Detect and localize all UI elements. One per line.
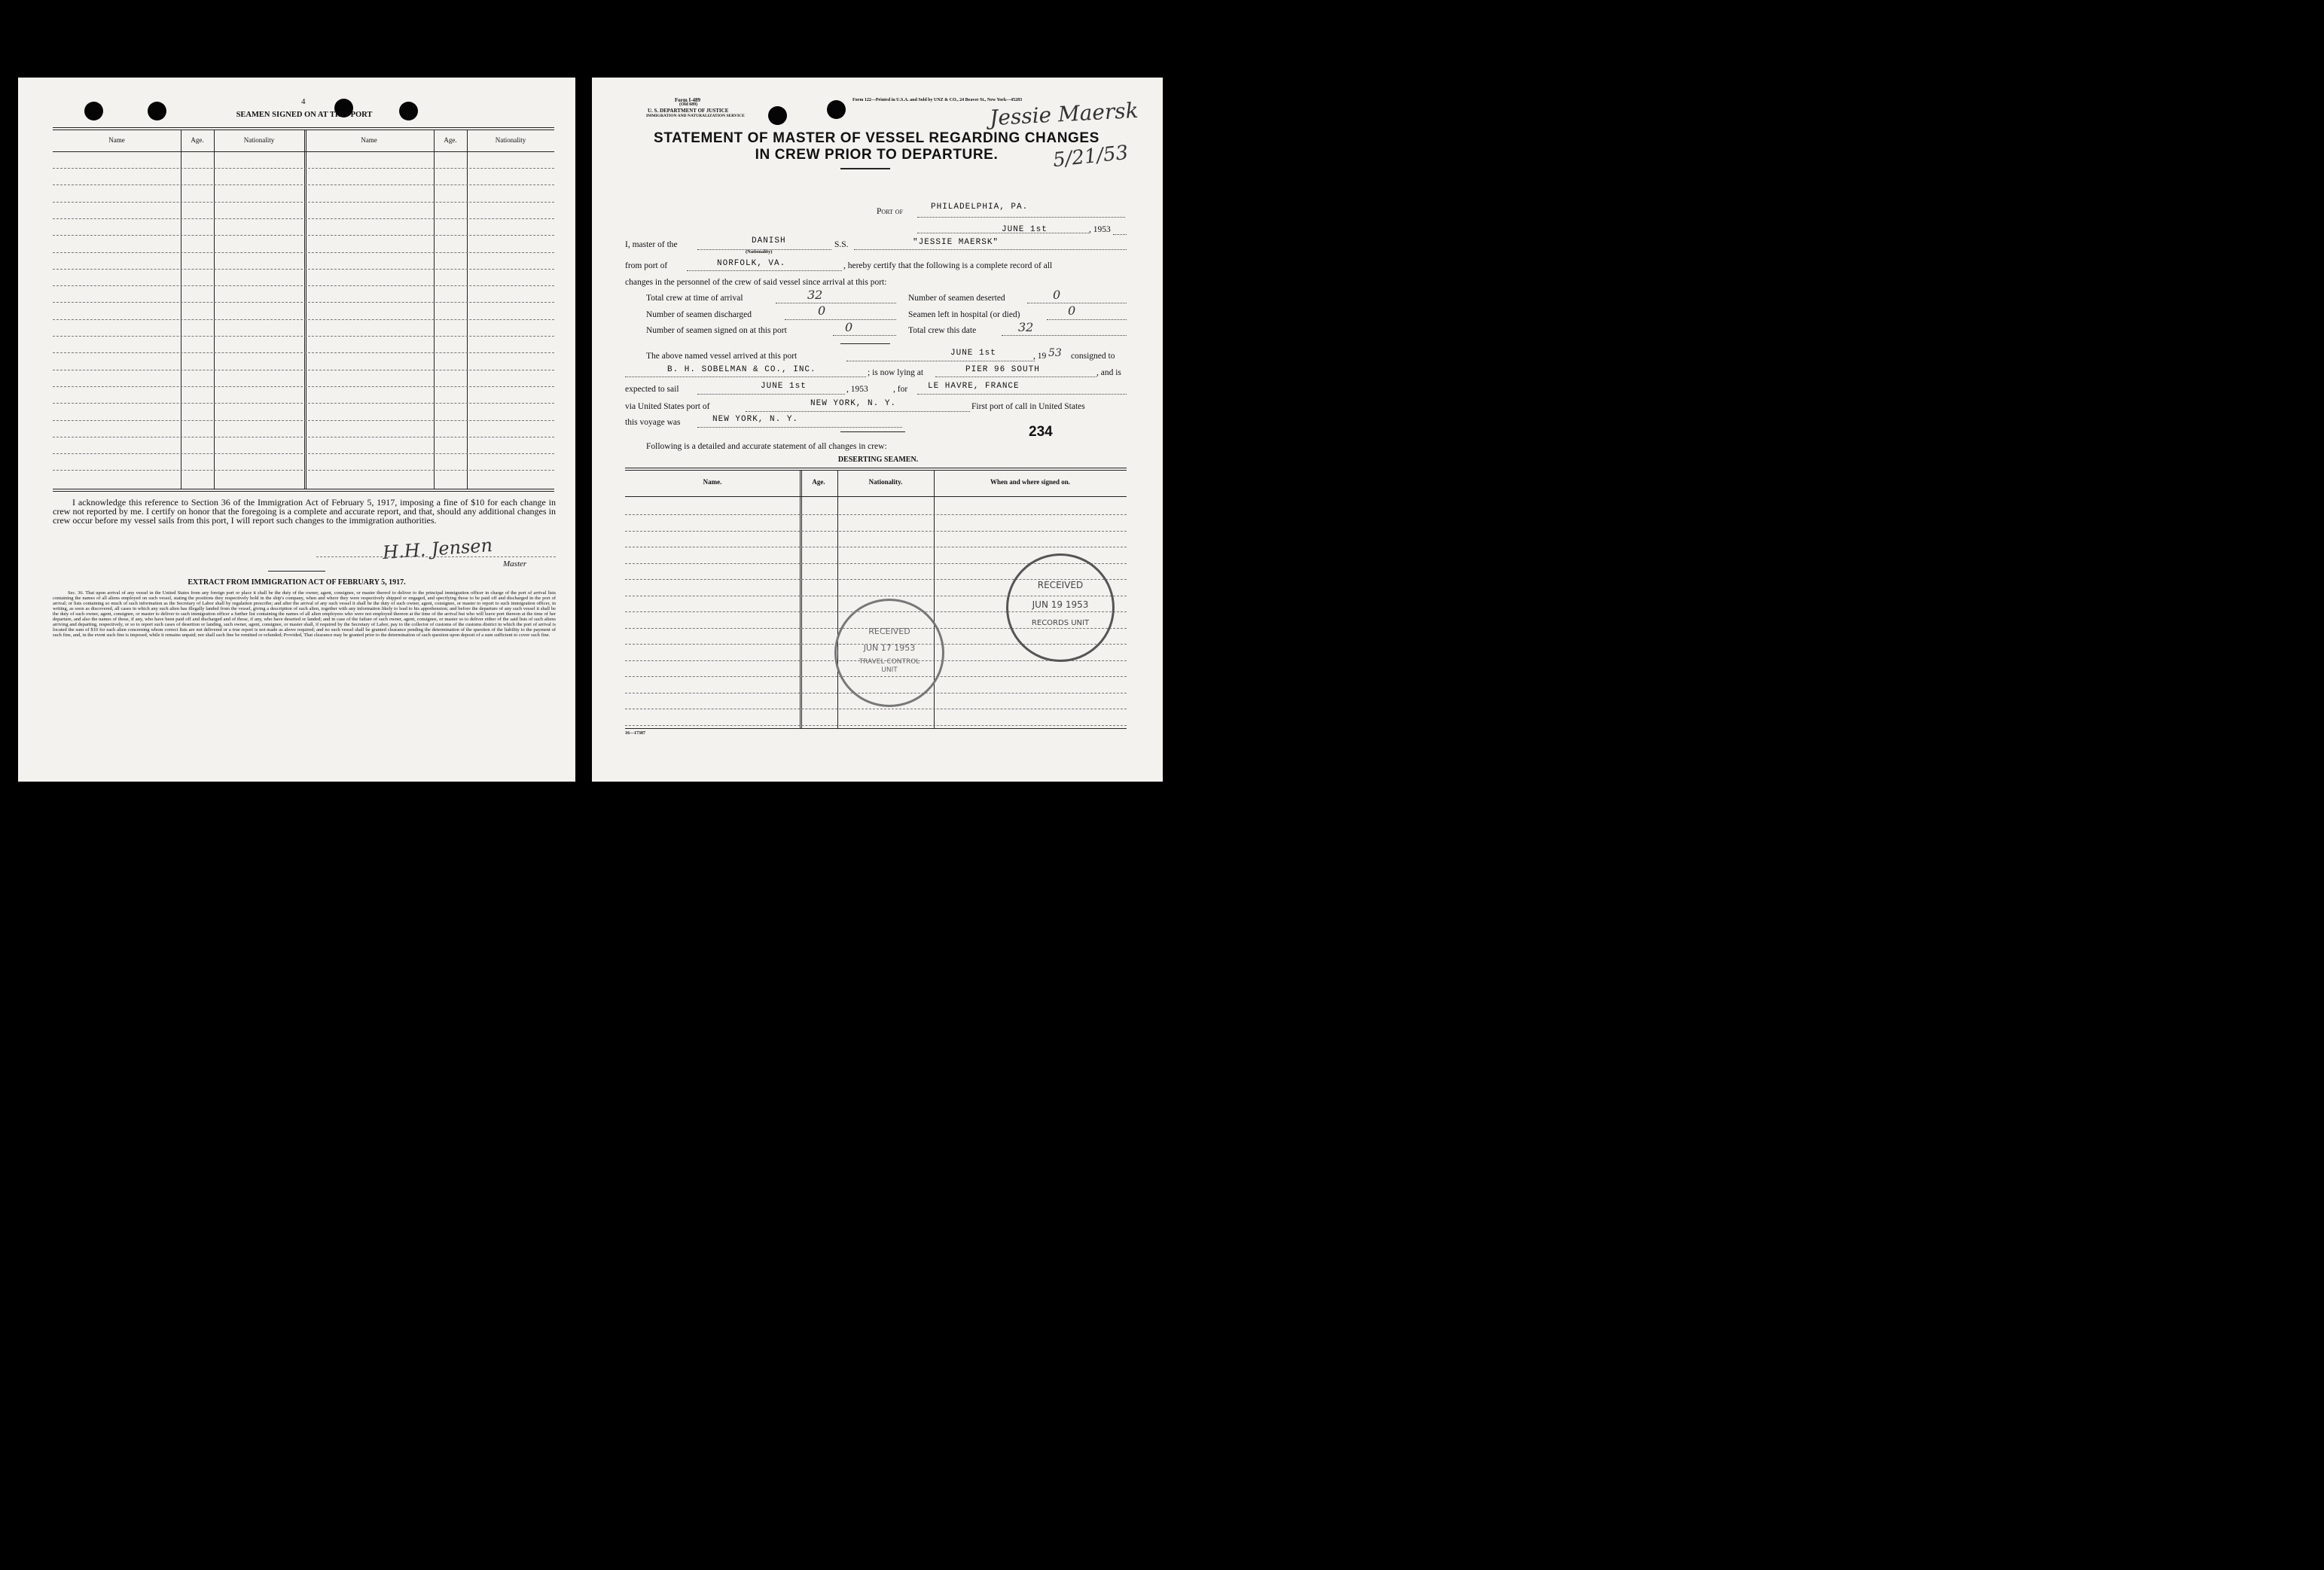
consigned-label: consigned to [1071, 352, 1115, 361]
blank-row [625, 514, 1127, 515]
first-port-label: First port of call in United States [971, 402, 1085, 411]
master-signature: H.H. Jensen [382, 534, 493, 564]
printer-note: Form 122—Printed in U.S.A. and Sold by UNZ & CO., 24 Beaver St., New York—45283 [852, 98, 1023, 102]
blank-row [53, 319, 554, 320]
certify-text: , hereby certify that the following is a complete record of all [843, 261, 1053, 270]
discharged-label: Number of seamen discharged [646, 310, 752, 319]
stamp-received: RECEIVED [1037, 580, 1084, 590]
ss-label: S.S. [834, 240, 849, 249]
arrived-date: JUNE 1st [950, 349, 996, 358]
arrived-label: The above named vessel arrived at this port [646, 352, 798, 361]
deserting-title: DESERTING SEAMEN. [837, 456, 919, 464]
blank-row [53, 252, 554, 253]
page-number: 4 [301, 97, 306, 106]
sail-year: , 1953 [846, 385, 868, 394]
blank-row [53, 285, 554, 286]
blank-row [53, 386, 554, 387]
blank-row [53, 168, 554, 169]
handwritten-vessel-name: Jessie Maersk [989, 97, 1139, 131]
section-36-text: Sec. 36. That upon arrival of any vessel in the United States from any foreign port or place it shall be the duty of the owner, agent, consignee, or master thereof to deliver to the principal immigration officer in charge of the port of arrival lists containing the names of all aliens employed on such vessel, stating the positions they respectively hold in the ship's company, when and where they were respectively shipped or engaged, and specifying those to be paid off and discharged in the port of arrival; or lists containing so much of such information as the Secretary of Labor shall by regulation prescribe; and after the arrival of any such vessel it shall be the duty of such owner, agent, consignee, or master to report to such immigration officer, in writing, as soon as discovered, all cases in which any such alien has illegally landed from the vessel, giving a description of such alien, together with any information likely to lead to his apprehension; and before the departure of any such vessel it shall be the duty of such owner, agent, consignee, or master to deliver to such immigration officer a further list containing the names of all alien employees who were not employed thereon at the time of the arrival but who will leave port thereon at the time of her departure, and also the names of those, if any, who have been paid off and discharged and of those, if any, who have deserted or landed; and in case of the failure of such owner, agent, consignee, or master so to deliver either of the said lists of such aliens arriving and departing, respectively, or so to report such cases of desertion or landing, such owner, agent, consignee, or master shall, if required by the Secretary of Labor, pay to the collector of customs of the customs district in which the port of arrival is located the sum of $10 for each alien concerning whom correct lists are not delivered or a true report is not made as above required; and no such vessel shall be granted clearance pending the determination of the question of the liability to the payment of such fine, and, in the event such fine is imposed, while it remains unpaid; nor shall such fine be remitted or refunded; Provided, That clearance may be granted prior to the determination of such question upon deposit of a sum sufficient to cover such fine. [53, 590, 556, 638]
extract-title: EXTRACT FROM IMMIGRATION ACT OF FEBRUARY 5, 1917. [188, 578, 406, 587]
punch-hole [84, 102, 103, 120]
form-old-number: (Old 689) [679, 102, 698, 107]
destination-value: LE HAVRE, FRANCE [928, 382, 1020, 391]
following-text: Following is a detailed and accurate statement of all changes in crew: [646, 442, 887, 451]
arrived-year-prefix: , 19 [1033, 352, 1047, 361]
for-label: , for [893, 385, 908, 394]
port-value: PHILADELPHIA, PA. [931, 203, 1029, 212]
total-arrival-label: Total crew at time of arrival [646, 294, 743, 303]
punch-hole [148, 102, 166, 120]
stamp-unit: TRAVEL CONTROL UNIT [859, 658, 920, 674]
total-date-label: Total crew this date [908, 326, 977, 335]
col-nationality: Nationality [495, 136, 526, 144]
lying-label: ; is now lying at [868, 368, 924, 377]
hospital-value: 0 [1068, 303, 1076, 318]
received-stamp-records [1006, 553, 1115, 662]
acknowledgment-text: I acknowledge this reference to Section 36 of the Immigration Act of February 5, 1917, imposing a fine of $10 for each change in crew not reported by me. I certify on honor that the foregoing is a complete and accurate report, and that, should any additional changes in crew occur before my vessel sails from this port, I will report such changes to the immigration authorities. [53, 497, 556, 526]
col-age: Age. [191, 136, 204, 144]
punch-hole [768, 106, 787, 125]
stamp-number: 234 [1029, 424, 1053, 440]
and-is-text: , and is [1096, 368, 1121, 377]
blank-row [53, 184, 554, 185]
left-page [18, 78, 575, 782]
stamp-date: JUN 17 1953 [863, 643, 916, 653]
table-title: SEAMEN SIGNED ON AT THIS PORT [236, 111, 373, 119]
from-port-label: from port of [625, 261, 668, 270]
form-title-line1: STATEMENT OF MASTER OF VESSEL REGARDING CHANGES [654, 130, 1099, 146]
vessel-name: "JESSIE MAERSK" [913, 238, 999, 247]
report-year: , 1953 [1089, 225, 1111, 234]
discharged-value: 0 [818, 303, 826, 318]
blank-row [53, 420, 554, 421]
blank-row [53, 235, 554, 236]
total-date-value: 32 [1018, 320, 1034, 334]
via-value: NEW YORK, N. Y. [810, 399, 897, 408]
sail-date: JUNE 1st [761, 382, 807, 391]
via-label: via United States port of [625, 402, 710, 411]
voyage-value: NEW YORK, N. Y. [712, 415, 799, 424]
blank-row [53, 302, 554, 303]
stamp-received: RECEIVED [868, 626, 910, 636]
lying-value: PIER 96 SOUTH [965, 365, 1040, 374]
master-of-label: I, master of the [625, 240, 678, 249]
port-label: Port of [877, 207, 904, 216]
blank-row [53, 269, 554, 270]
stamp-unit: RECORDS UNIT [1031, 619, 1090, 627]
voyage-label: this voyage was [625, 418, 681, 427]
arrived-year: 53 [1048, 347, 1062, 359]
blank-row [53, 218, 554, 219]
col-name: Name. [703, 478, 722, 486]
document-scan [0, 0, 1181, 797]
blank-row [53, 336, 554, 337]
col-age: Age. [812, 478, 825, 486]
blank-row [53, 352, 554, 353]
master-label: Master [503, 559, 527, 569]
vessel-nationality: DANISH [752, 236, 786, 245]
right-page [592, 78, 1163, 782]
signed-on-label: Number of seamen signed on at this port [646, 326, 787, 335]
deserted-value: 0 [1053, 288, 1061, 302]
signed-on-value: 0 [845, 320, 853, 334]
nationality-caption: (Nationality) [746, 249, 773, 255]
col-nationality: Nationality [243, 136, 275, 144]
handwritten-date: 5/21/53 [1051, 141, 1130, 172]
form-number: Form I-489 [675, 97, 701, 103]
stamp-date: JUN 19 1953 [1032, 599, 1089, 610]
report-date: JUNE 1st [1002, 225, 1048, 234]
hospital-label: Seamen left in hospital (or died) [908, 310, 1020, 319]
footer-code: 16—17387 [625, 731, 645, 736]
blank-row [53, 403, 554, 404]
col-name: Name [361, 136, 377, 144]
col-nationality: Nationality. [868, 478, 903, 486]
blank-row [625, 725, 1127, 726]
consignee-value: B. H. SOBELMAN & CO., INC. [667, 365, 816, 374]
form-title-line2: IN CREW PRIOR TO DEPARTURE. [755, 147, 999, 163]
department-name: U. S. DEPARTMENT OF JUSTICE [648, 108, 729, 114]
col-age: Age. [444, 136, 457, 144]
blank-row [53, 453, 554, 454]
service-name: IMMIGRATION AND NATURALIZATION SERVICE [646, 114, 745, 118]
col-signed-on: When and where signed on. [990, 478, 1071, 486]
blank-row [625, 531, 1127, 532]
blank-row [53, 202, 554, 203]
col-name: Name [108, 136, 125, 144]
changes-text: changes in the personnel of the crew of said vessel since arrival at this port: [625, 278, 887, 287]
total-arrival-value: 32 [807, 288, 823, 302]
punch-hole [827, 100, 846, 119]
expected-label: expected to sail [625, 385, 679, 394]
deserted-label: Number of seamen deserted [908, 294, 1005, 303]
blank-row [53, 470, 554, 471]
from-port-value: NORFOLK, VA. [717, 259, 786, 268]
received-stamp-travel [834, 599, 944, 707]
